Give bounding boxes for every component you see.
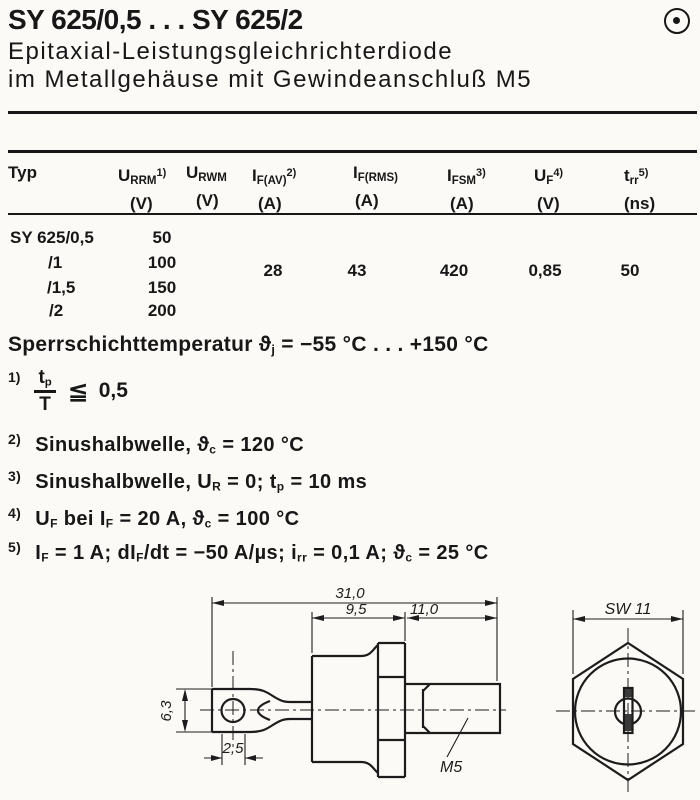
cell-typ-2: /1,5 [47, 278, 76, 297]
footnote-5: 5) IF = 1 A; dIF/dt = −50 A/µs; irr = 0,1 A; ϑc = 25 °C [8, 539, 489, 565]
cell-urrm-3: 200 [147, 301, 177, 320]
subtitle-line-2: im Metallgehäuse mit Gewindeanschluß M5 [8, 66, 533, 93]
dim-lug-height-label: 6,3 [158, 700, 175, 722]
footnote-1-relation: ≦ [67, 377, 89, 406]
diode-body [312, 645, 378, 773]
duty-cycle-fraction: $\frac{tp}{T}$ [34, 367, 55, 416]
cell-uf: 0,85 [528, 261, 562, 280]
col-header-ifrms: IF(RMS) (A) [353, 163, 398, 210]
col-header-urrm: URRM$^{1)}$ (V) [118, 166, 167, 213]
cell-urrm-1: 100 [147, 253, 177, 272]
col-header-ifav: IF(AV)$^{2)}$ (A) [252, 166, 297, 213]
footnote-1-marker: 1) [8, 369, 21, 385]
cell-typ-3: /2 [49, 301, 64, 320]
threaded-stud [405, 684, 500, 733]
cell-typ-0: SY 625/0,5 [10, 228, 94, 247]
side-view-drawing [160, 578, 510, 800]
front-view-drawing [550, 592, 700, 800]
cell-ifsm: 420 [439, 261, 469, 280]
junction-temperature-line: Sperrschichttemperatur ϑj = −55 °C . . . +150 °C [8, 333, 489, 357]
col-header-trr: trr$^{5)}$ (ns) [624, 166, 656, 213]
cell-typ-1: /1 [48, 253, 63, 272]
dim-thread-label: 11,0 [409, 601, 439, 618]
table-header-rule [8, 213, 697, 215]
dim-body-label: 9,5 [345, 601, 367, 618]
subtitle-line-1: Epitaxial-Leistungsgleichrichterdiode [8, 38, 454, 65]
col-header-ifsm: IFSM$^{3)}$ (A) [447, 166, 486, 213]
dimension-thread-length [407, 601, 497, 621]
page-title: SY 625/0,5 . . . SY 625/2 [8, 4, 303, 35]
dim-hole-label: 2,5 [222, 740, 244, 757]
dimension-body-length [312, 601, 405, 653]
slot-top-cap [625, 689, 632, 697]
table-top-rule [8, 150, 697, 153]
slot-bottom-cap [625, 714, 632, 731]
thread-callout [440, 718, 468, 776]
footnote-1 [8, 367, 128, 416]
footnote-1-value: 0,5 [98, 379, 128, 403]
col-header-urwm: URWM (V) [186, 163, 227, 210]
wrench-size-label: SW 11 [604, 601, 652, 618]
cell-trr: 50 [620, 261, 640, 280]
footnote-3: 3) Sinushalbwelle, UR = 0; tp = 10 ms [8, 468, 368, 494]
dim-total-label: 31,0 [335, 585, 365, 602]
footnote-2: 2) Sinushalbwelle, ϑc = 120 °C [8, 431, 305, 457]
cell-urrm-0: 50 [152, 228, 172, 247]
col-header-typ: Typ [8, 163, 37, 182]
circle-dot-center [673, 17, 680, 24]
footnote-4: 4) UF bei IF = 20 A, ϑc = 100 °C [8, 505, 300, 531]
thread-label: M5 [440, 759, 463, 776]
col-header-uf: UF$^{4)}$ (V) [534, 166, 564, 213]
cell-ifrms: 43 [347, 261, 367, 280]
circle-dot-icon [664, 8, 690, 34]
cell-urrm-2: 150 [147, 278, 177, 297]
divider-rule-top [8, 111, 697, 114]
cell-ifav: 28 [263, 261, 283, 280]
